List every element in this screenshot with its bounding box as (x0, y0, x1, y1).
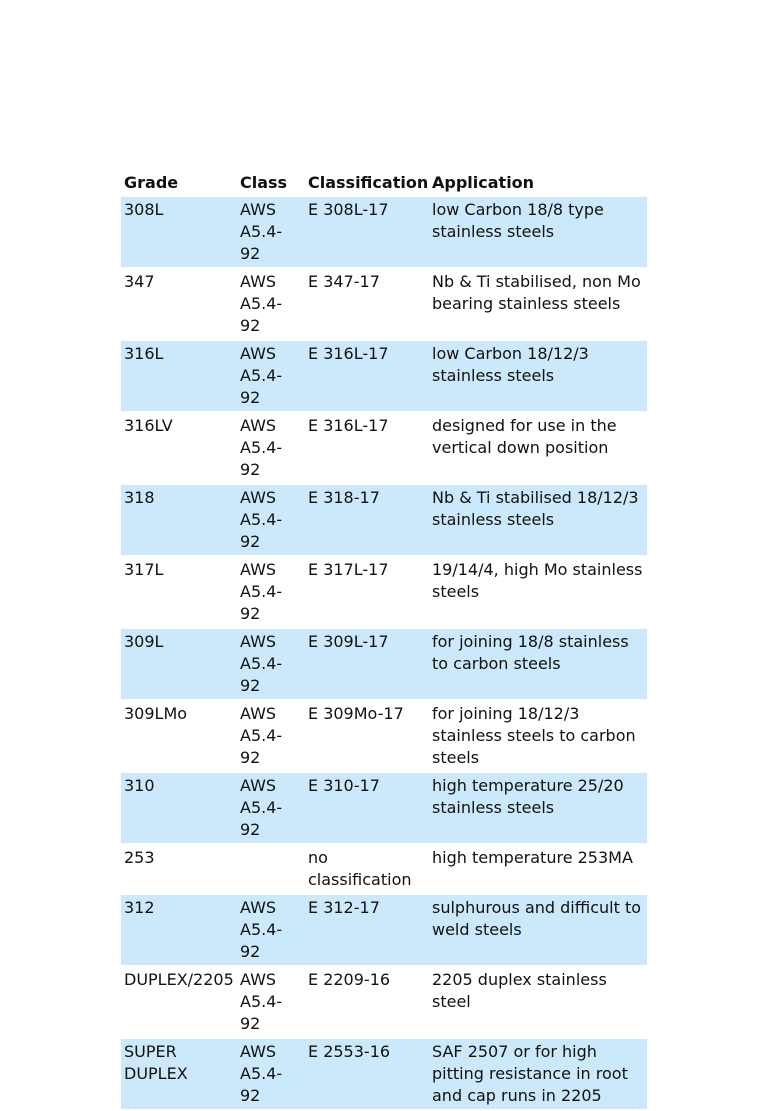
cell-class: AWS A5.4-92 (237, 1039, 305, 1109)
table-row (121, 895, 647, 965)
cell-class: AWS A5.4-92 (240, 560, 283, 623)
header-classification: Classification (308, 173, 429, 192)
cell-class (237, 845, 305, 893)
table-row (121, 845, 647, 893)
table-row (121, 413, 647, 483)
table-row (121, 269, 647, 339)
electrode-grades-table (121, 167, 647, 1111)
cell-classification: E 2209-16 (308, 970, 391, 989)
cell-grade: 253 (124, 848, 155, 867)
cell-classification: E 316L-17 (305, 341, 429, 411)
cell-application: sulphurous and difficult to weld steels (429, 895, 647, 965)
cell-classification: no classification (308, 848, 412, 889)
cell-class: AWS A5.4-92 (237, 485, 305, 555)
cell-grade: 316LV (124, 416, 173, 435)
cell-classification: E 347-17 (308, 272, 380, 291)
cell-application: high temperature 25/20 stainless steels (429, 773, 647, 843)
table-row (121, 967, 647, 1037)
table-row (121, 1039, 647, 1109)
table-row (121, 197, 647, 267)
cell-class: AWS A5.4-92 (237, 895, 305, 965)
table-row (121, 629, 647, 699)
cell-class: AWS A5.4-92 (237, 629, 305, 699)
cell-classification: E 309L-17 (305, 629, 429, 699)
cell-classification: E 318-17 (305, 485, 429, 555)
table-row (121, 557, 647, 627)
table-row (121, 341, 647, 411)
cell-grade: 308L (121, 197, 237, 267)
cell-application: designed for use in the vertical down position (432, 416, 617, 457)
header-grade: Grade (124, 173, 179, 192)
cell-application: for joining 18/8 stainless to carbon steels (429, 629, 647, 699)
cell-class: AWS A5.4-92 (240, 416, 283, 479)
table-row (121, 773, 647, 843)
cell-application: high temperature 253MA (432, 848, 633, 867)
cell-application: SAF 2507 or for high pitting resistance in root and cap runs in 2205 (429, 1039, 647, 1109)
cell-class: AWS A5.4-92 (237, 197, 305, 267)
table-row (121, 485, 647, 555)
cell-class: AWS A5.4-92 (240, 704, 283, 767)
cell-grade: 347 (124, 272, 155, 291)
cell-classification: E 2553-16 (305, 1039, 429, 1109)
cell-grade: 310 (121, 773, 237, 843)
cell-grade: 312 (121, 895, 237, 965)
cell-grade: SUPER DUPLEX (121, 1039, 237, 1109)
cell-application: 19/14/4, high Mo stainless steels (432, 560, 643, 601)
cell-application: 2205 duplex stainless steel (432, 970, 607, 1011)
cell-class: AWS A5.4-92 (237, 341, 305, 411)
cell-application: Nb & Ti stabilised, non Mo bearing stainless steels (432, 272, 641, 313)
header-application: Application (432, 173, 535, 192)
cell-class: AWS A5.4-92 (237, 773, 305, 843)
cell-application: low Carbon 18/8 type stainless steels (429, 197, 647, 267)
cell-classification: E 312-17 (305, 895, 429, 965)
cell-classification: E 308L-17 (305, 197, 429, 267)
table-header-row (121, 169, 647, 195)
cell-classification: E 309Mo-17 (308, 704, 404, 723)
table-row (121, 701, 647, 771)
cell-grade: 318 (121, 485, 237, 555)
cell-grade: 309L (121, 629, 237, 699)
cell-classification: E 316L-17 (308, 416, 389, 435)
cell-classification: E 317L-17 (308, 560, 389, 579)
header-class: Class (240, 173, 288, 192)
cell-grade: 316L (121, 341, 237, 411)
cell-grade: 317L (124, 560, 164, 579)
cell-application: Nb & Ti stabilised 18/12/3 stainless steels (429, 485, 647, 555)
cell-grade: 309LMo (124, 704, 188, 723)
cell-application: low Carbon 18/12/3 stainless steels (429, 341, 647, 411)
cell-class: AWS A5.4-92 (240, 272, 283, 335)
cell-class: AWS A5.4-92 (240, 970, 283, 1033)
cell-classification: E 310-17 (305, 773, 429, 843)
cell-application: for joining 18/12/3 stainless steels to carbon steels (432, 704, 636, 767)
cell-grade: DUPLEX/2205 (124, 970, 234, 989)
